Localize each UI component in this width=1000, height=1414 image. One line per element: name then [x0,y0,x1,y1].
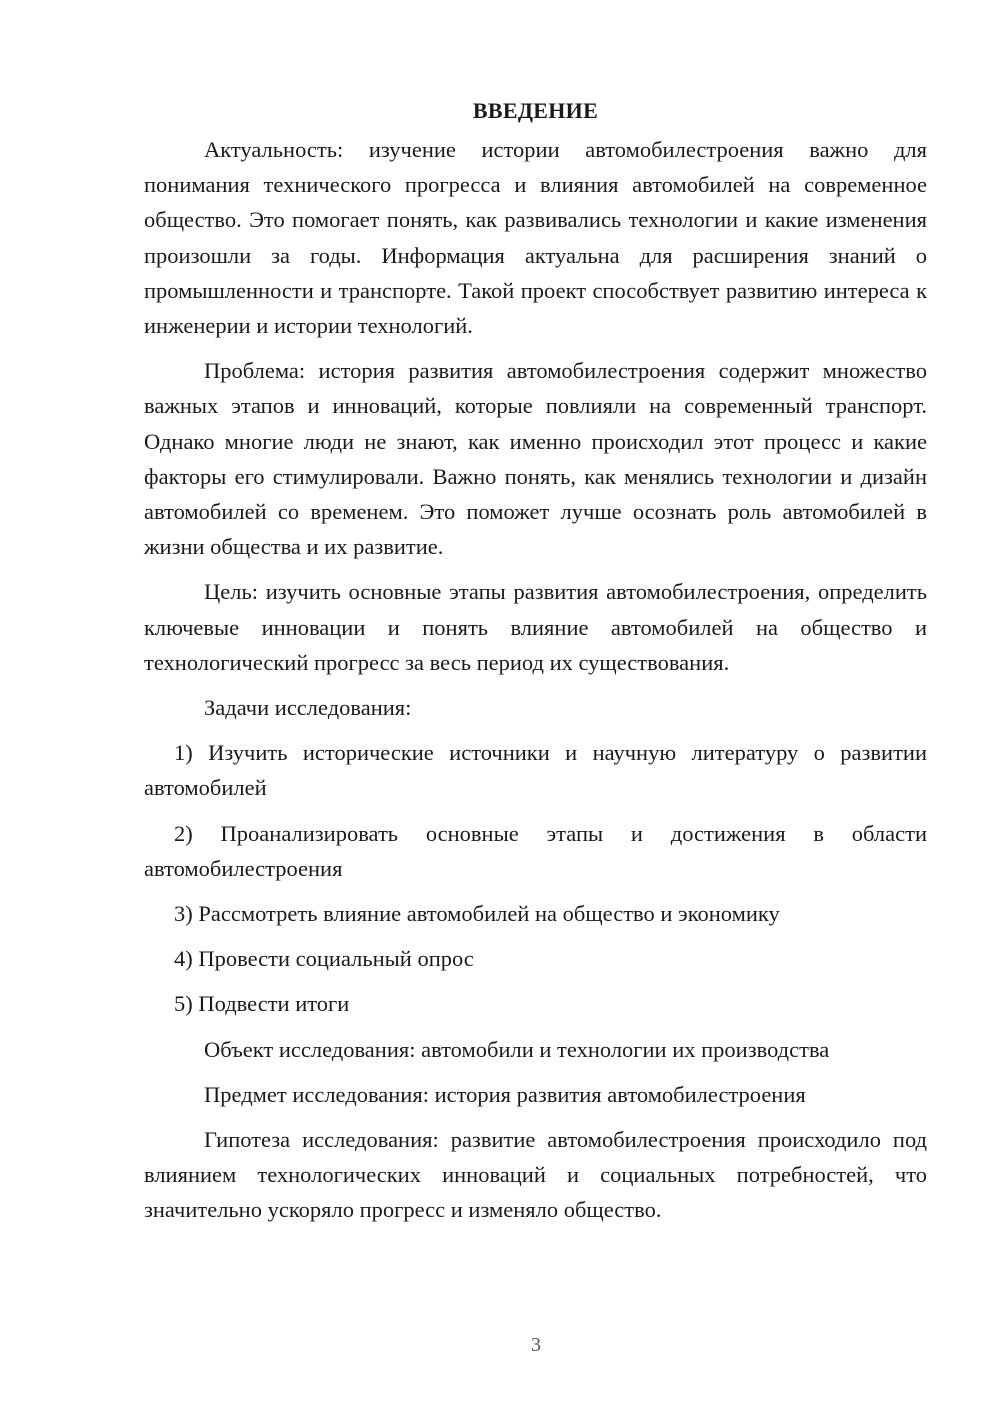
section-heading: ВВЕДЕНИЕ [472,98,599,123]
paragraph-hypothesis: Гипотеза исследования: развитие автомобилестроения происходило под влиянием технологических инноваций и социальных потребностей, что значительно ускоряло прогресс и изменяло общество. [144,1127,927,1223]
paragraph-object: Объект исследования: автомобили и технологии их производства [204,1036,830,1062]
document-page [144,96,927,1228]
paragraph-subject: Предмет исследования: история развития автомобилестроения [204,1081,806,1107]
tasks-heading: Задачи исследования: [204,695,412,721]
task-item-3: 3) Рассмотреть влияние автомобилей на общество и экономику [174,901,780,927]
task-item-4: 4) Провести социальный опрос [174,946,474,972]
page-number: 3 [531,1334,541,1356]
paragraph-actuality: Актуальность: изучение истории автомобилестроения важно для понимания технического прогресса и влияния автомобилей на современное общество. Это помогает понять, как развивались технологии и какие изменения произошли за годы. Информация актуальна для расширения знаний о промышленности и транспорте. Такой проект способствует развитию интереса к инженерии и истории технологий. [144,137,927,339]
task-item-2: 2) Проанализировать основные этапы и достижения в области автомобилестроения [144,820,927,881]
task-item-5: 5) Подвести итоги [174,991,350,1017]
task-item-1: 1) Изучить исторические источники и научную литературу о развитии автомобилей [144,740,927,801]
paragraph-goal: Цель: изучить основные этапы развития автомобилестроения, определить ключевые инновации и понять влияние автомобилей на общество и технологический прогресс за весь период их существования. [144,579,927,675]
paragraph-problem: Проблема: история развития автомобилестроения содержит множество важных этапов и инноваций, которые повлияли на современный транспорт. Однако многие люди не знают, как именно происходил этот процесс и какие факторы его стимулировали. Важно понять, как менялись технологии и дизайн автомобилей со временем. Это поможет лучше осознать роль автомобилей в жизни общества и их развитие. [144,358,927,560]
